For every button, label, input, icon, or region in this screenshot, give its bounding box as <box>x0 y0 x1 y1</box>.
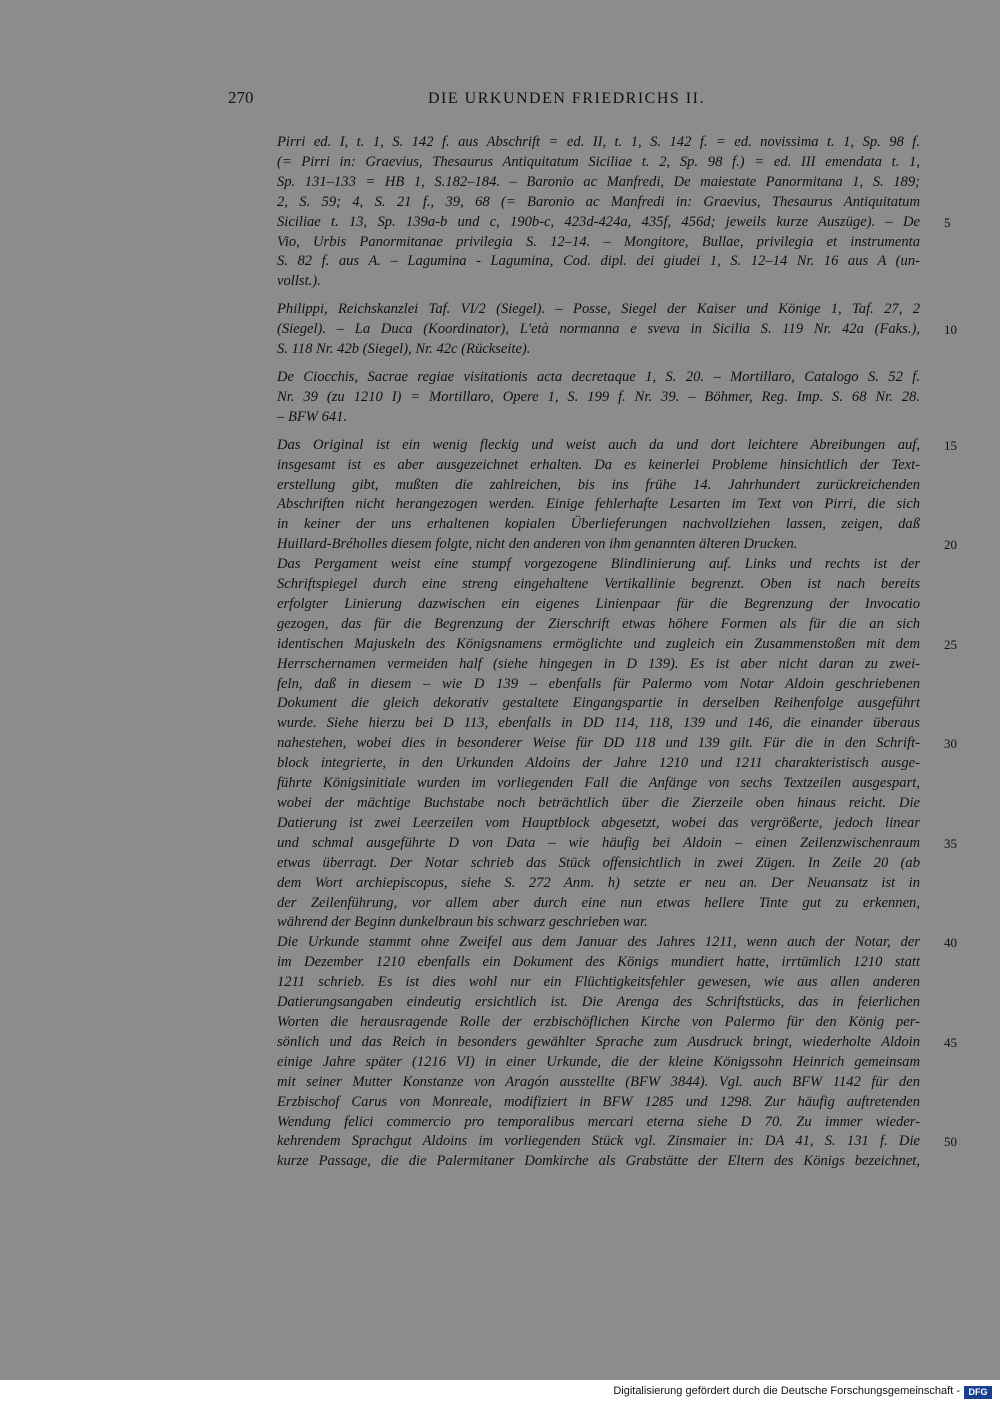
text-line <box>277 1132 957 1152</box>
text-line <box>277 933 957 953</box>
line-text: Dokument die gleich dekorativ gestaltete Eingangspartie in derselben Reihenfolge ausgeführt <box>277 695 920 712</box>
line-text: Abschriften nicht herangezogen werden. Einige fehlerhafte Lesarten im Text von Pirri, die sich <box>277 496 920 513</box>
text-line <box>277 854 920 874</box>
line-text: Pirri ed. I, t. 1, S. 142 f. aus Abschrift = ed. II, t. 1, S. 142 f. = ed. novissima t. 1, Sp. 98 f. <box>277 134 920 150</box>
text-line <box>277 535 957 555</box>
footer <box>0 1383 1000 1403</box>
line-text: Wendung felici commercio pro temporalibus mercari eterna siehe D 70. Zu immer wieder- <box>277 1113 920 1130</box>
line-number: 35 <box>944 835 957 851</box>
line-text: kurze Passage, die die Palermitaner Domkirche als Grabstätte der Eltern des Königs bezeichnet, <box>277 1153 920 1170</box>
text-line <box>277 714 920 734</box>
line-text: der Zeilenführung, vor allem aber durch eine nun etwas hellere Tinte gut zu erkennen, <box>277 894 920 911</box>
text-line <box>277 388 920 408</box>
line-text: und schmal ausgeführte D von Data – wie häufig bei Aldoin – einen Zeilenzwischenraum <box>277 834 920 851</box>
text-line <box>277 973 920 993</box>
line-number: 30 <box>944 736 957 752</box>
line-text: während der Beginn dunkelbraun bis schwarz geschrieben war. <box>277 914 648 931</box>
line-text: etwas überragt. Der Notar schrieb das Stück offensichtlich in zwei Zügen. In Zeile 20 (ab <box>277 854 920 871</box>
line-text: identischen Majuskeln des Königsnamens ermöglichte und zugleich ein Zusammenstoßen mit dem <box>277 635 920 652</box>
line-text: Erzbischof Carus von Monreale, modifiziert in BFW 1285 und 1298. Zur häufig auftretenden <box>277 1093 920 1110</box>
text-line <box>277 615 920 635</box>
line-text: Herrschernamen vermeiden half (siehe hingegen in D 139). Es ist aber nicht daran zu zwei- <box>277 655 920 672</box>
running-title: DIE URKUNDEN FRIEDRICHS II. <box>428 90 705 107</box>
line-text: mit seiner Mutter Konstanze von Aragón ausstellte (BFW 3844). Vgl. auch BFW 1142 für den <box>277 1073 920 1090</box>
text-line <box>277 320 957 340</box>
line-text: (= Pirri in: Graevius, Thesaurus Antiquitatum Siciliae t. 2, Sp. 98 f.) = ed. III emendata t. 1, <box>277 153 920 170</box>
line-number: 5 <box>944 214 951 230</box>
text-line <box>277 794 920 814</box>
text-line <box>277 133 920 153</box>
text-line <box>277 734 957 754</box>
line-text: erstellung gibt, mußten die zahlreichen, bis ins frühe 14. Jahrhundert zurückreichenden <box>277 476 920 493</box>
page-number: 270 <box>228 88 254 107</box>
line-number: 10 <box>944 322 957 338</box>
text-line <box>277 814 920 834</box>
line-text: (Siegel). – La Duca (Koordinator), L'età normanna e sveva in Sicilia S. 119 Nr. 42a (Faks.), <box>277 321 920 338</box>
line-text: Datierungsangaben eindeutig ersichtlich ist. Die Arenga des Schriftstücks, das in feierlichen <box>277 994 920 1011</box>
line-number: 40 <box>944 935 957 951</box>
text-line <box>277 233 920 253</box>
line-number: 20 <box>944 537 957 553</box>
line-text: 1211 schrieb. Es ist dies wohl nur ein Flüchtigkeitsfehler gewesen, wie aus allen anderen <box>277 974 920 991</box>
body-text <box>277 133 957 1172</box>
text-line <box>277 476 920 496</box>
text-line <box>277 774 920 794</box>
line-text: Die Urkunde stammt ohne Zweifel aus dem Januar des Jahres 1211, wenn auch der Notar, der <box>277 934 920 951</box>
text-line <box>277 340 920 360</box>
line-number: 25 <box>944 636 957 652</box>
text-line <box>277 894 920 914</box>
text-line <box>277 575 920 595</box>
text-line <box>277 1093 920 1113</box>
line-text: kehrendem Sprachgut Aldoins im vorliegenden Stück vgl. Zinsmaier in: DA 41, S. 131 f. Die <box>277 1133 920 1150</box>
line-text: – BFW 641. <box>277 408 348 425</box>
line-number: 50 <box>944 1134 957 1150</box>
text-line <box>277 408 920 428</box>
text-line <box>277 1073 920 1093</box>
line-text: Philippi, Reichskanzlei Taf. VI/2 (Siegel). – Posse, Siegel der Kaiser und Könige 1, Taf. 27, 2 <box>277 301 920 318</box>
text-line <box>277 555 920 575</box>
text-line <box>277 1113 920 1133</box>
text-line <box>277 1033 957 1053</box>
line-text: einige Jahre später (1216 VI) in einer Urkunde, die der kleine Königssohn Heinrich gemeinsam <box>277 1053 920 1070</box>
text-line <box>277 515 920 535</box>
line-text: sönlich und das Reich in besonders gewählter Sprache zum Ausdruck bringt, wiederholte Aldoin <box>277 1033 920 1050</box>
line-text: wobei der mächtige Buchstabe noch beträchtlich über die Zierzeile oben hinaus reicht. Die <box>277 795 920 811</box>
text-line <box>277 456 920 476</box>
line-number: 45 <box>944 1034 957 1050</box>
line-text: S. 118 Nr. 42b (Siegel), Nr. 42c (Rückseite). <box>277 341 531 358</box>
text-line <box>277 272 920 292</box>
line-text: Nr. 39 (zu 1210 I) = Mortillaro, Opere 1, S. 199 f. Nr. 39. – Böhmer, Reg. Imp. S. 68 Nr. 28. <box>277 388 920 405</box>
line-number: 15 <box>944 437 957 453</box>
text-line <box>277 153 920 173</box>
line-text: in keiner der uns erhaltenen kopialen Überlieferungen nachvollziehen lassen, zeigen, daß <box>277 516 920 533</box>
text-line <box>277 1152 920 1172</box>
line-text: insgesamt ist es aber ausgezeichnet erhalten. Da es keinerlei Probleme hinsichtlich der Text- <box>277 456 920 473</box>
text-line <box>277 173 920 193</box>
line-text: Huillard-Bréholles diesem folgte, nicht den anderen von ihm genannten älteren Drucken. <box>277 536 798 553</box>
text-line <box>277 953 920 973</box>
line-text: nahestehen, wobei dies in besonderer Weise für DD 118 und 139 gilt. Für die in den Schrift- <box>277 735 920 752</box>
line-text: S. 82 f. aus A. – Lagumina - Lagumina, Cod. dipl. dei giudei 1, S. 12–14 Nr. 16 aus A (un- <box>277 253 920 270</box>
text-line <box>277 694 920 714</box>
text-line <box>277 675 920 695</box>
line-text: führte Königsinitiale wurden im vorliegenden Fall die Anfänge von sechs Textzeilen ausgespart, <box>277 775 920 792</box>
line-text: Vio, Urbis Panormitanae privilegia S. 12–14. – Mongitore, Bullae, privilegia et instrumenta <box>277 233 920 250</box>
page-header <box>228 88 948 116</box>
text-line <box>277 993 920 1013</box>
text-line <box>277 193 920 213</box>
text-line <box>277 213 951 233</box>
line-text: erfolgter Linierung dazwischen ein eigenes Linienpaar für die Begrenzung der Invocatio <box>277 595 920 612</box>
line-text: De Ciocchis, Sacrae regiae visitationis acta decretaque 1, S. 20. – Mortillaro, Catalogo S. 52 f. <box>277 368 920 385</box>
line-text: dem Wort archiepiscopus, siehe S. 272 Anm. h) setzte er neu an. Der Neuansatz ist in <box>277 874 920 891</box>
line-text: feln, daß in diesem – wie D 139 – ebenfalls für Palermo vom Notar Aldoin geschriebenen <box>277 675 920 692</box>
text-line <box>277 834 957 854</box>
line-text: Worten die herausragende Rolle der erzbischöflichen Kirche von Palermo für den König per- <box>277 1013 920 1030</box>
line-text: im Dezember 1210 ebenfalls ein Dokument des Königs mundiert hatte, irrtümlich 1210 statt <box>277 954 920 971</box>
text-line <box>277 913 920 933</box>
dfg-logo: DFG <box>964 1386 992 1399</box>
line-text: Siciliae t. 13, Sp. 139a-b und c, 190b-c, 423d-424a, 435f, 456d; jeweils kurze Auszüge). – De <box>277 213 920 230</box>
text-line <box>277 874 920 894</box>
text-line <box>277 436 957 456</box>
text-line <box>277 595 920 615</box>
text-line <box>277 635 957 655</box>
line-text: Datierung ist zwei Leerzeilen vom Hauptblock abgesetzt, wobei das vergrößerte, jedoch linear <box>277 814 920 831</box>
text-line <box>277 1013 920 1033</box>
footer-funding-note: Digitalisierung gefördert durch die Deutsche Forschungsgemeinschaft - <box>613 1385 960 1397</box>
line-text: Das Pergament weist eine stumpf vorgezogene Blindlinierung auf. Links und rechts ist der <box>277 556 920 573</box>
line-text: Das Original ist ein wenig fleckig und weist auch da und dort leichtere Abreibungen auf, <box>277 436 920 453</box>
line-text: 2, S. 59; 4, S. 21 f., 39, 68 (= Baronio ac Manfredi in: Graevius, Thesaurus Antiquitatum <box>277 193 920 210</box>
line-text: vollst.). <box>277 273 321 290</box>
text-line <box>277 368 920 388</box>
line-text: block integrierte, in den Urkunden Aldoins der Jahre 1210 und 1211 charakteristisch ausge- <box>277 755 920 772</box>
text-line <box>277 655 920 675</box>
text-line <box>277 754 920 774</box>
text-line <box>277 252 920 272</box>
line-text: Schriftspiegel durch eine streng eingehaltene Vertikallinie begrenzt. Oben ist nach bereits <box>277 576 920 593</box>
line-text: gezogen, das für die Begrenzung der Zierschrift etwas höhere Formen als für die an sich <box>277 615 920 632</box>
line-text: wurde. Siehe hierzu bei D 113, ebenfalls in DD 114, 118, 139 und 146, die einander überaus <box>277 715 920 732</box>
text-line <box>277 495 920 515</box>
text-line <box>277 300 920 320</box>
line-text: Sp. 131–133 = HB 1, S.182–184. – Baronio ac Manfredi, De maiestate Panormitana 1, S. 189; <box>277 173 920 190</box>
text-line <box>277 1053 920 1073</box>
